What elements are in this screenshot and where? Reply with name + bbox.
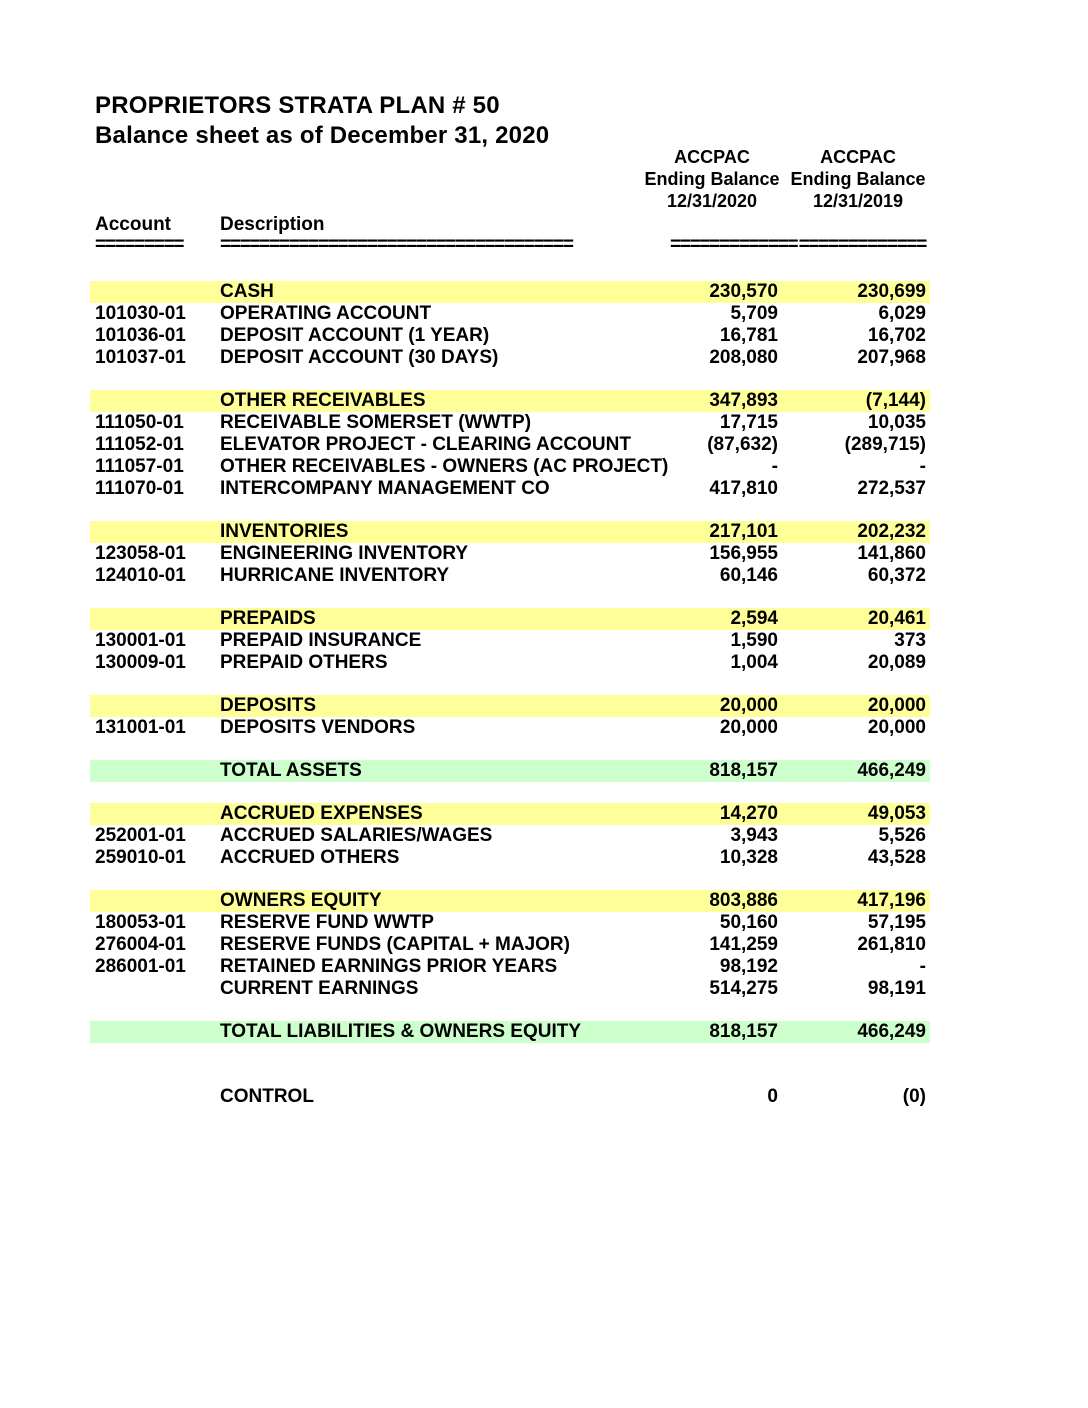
section-account-spacer — [90, 890, 220, 912]
section-account-spacer — [90, 803, 220, 825]
account-description: ELEVATOR PROJECT - CLEARING ACCOUNT — [220, 434, 631, 455]
account-number: 111070-01 — [95, 478, 184, 499]
section-value-2020: 14,270 — [719, 803, 778, 824]
section-account-spacer — [90, 608, 220, 630]
value-2019-separator: ============= — [798, 234, 926, 255]
account-row — [90, 565, 930, 587]
account-number: 101037-01 — [95, 347, 186, 368]
account-value-2019: 20,000 — [867, 717, 926, 738]
account-value-2019: 57,195 — [867, 912, 926, 933]
account-value-2020: 417,810 — [709, 478, 778, 499]
document-subtitle: Balance sheet as of December 31, 2020 — [95, 122, 550, 149]
section-header-row — [90, 281, 930, 303]
account-number: 111052-01 — [95, 434, 184, 455]
section-value-2020: 803,886 — [709, 890, 778, 911]
account-value-2019: - — [919, 456, 926, 477]
account-description: CURRENT EARNINGS — [220, 978, 419, 999]
section-value-2019: 202,232 — [857, 521, 926, 542]
account-row — [90, 652, 930, 674]
account-value-2019: 6,029 — [878, 303, 926, 324]
section-spacer — [90, 869, 930, 890]
account-description: ACCRUED SALARIES/WAGES — [220, 825, 493, 846]
report-body — [90, 281, 930, 1108]
account-description: ENGINEERING INVENTORY — [220, 543, 469, 564]
account-value-2020: 98,192 — [719, 956, 778, 977]
account-description: PREPAID INSURANCE — [220, 630, 422, 651]
section-label: INVENTORIES — [220, 521, 349, 542]
section-value-2020: 818,157 — [709, 1021, 778, 1042]
section-label: ACCRUED EXPENSES — [220, 803, 423, 824]
account-value-2019: 60,372 — [867, 565, 926, 586]
section-spacer — [90, 500, 930, 521]
section-account-spacer — [90, 281, 220, 303]
column-system-label: ACCPAC — [820, 147, 896, 167]
account-number: 259010-01 — [95, 847, 186, 868]
column-caption: Ending Balance — [790, 169, 926, 189]
section-label: DEPOSITS — [220, 695, 317, 716]
account-row — [90, 630, 930, 652]
account-description: ACCRUED OTHERS — [220, 847, 400, 868]
section-value-2019: 466,249 — [857, 760, 926, 781]
document-title: PROPRIETORS STRATA PLAN # 50 — [95, 92, 500, 119]
account-row — [90, 934, 930, 956]
account-value-2019: - — [919, 956, 926, 977]
section-spacer — [90, 739, 930, 760]
account-value-2020: (87,632) — [707, 434, 778, 455]
control-value-2020: 0 — [767, 1086, 778, 1107]
section-account-spacer — [90, 760, 220, 782]
account-row — [90, 456, 930, 478]
account-value-2020: - — [771, 456, 778, 477]
account-description: RECEIVABLE SOMERSET (WWTP) — [220, 412, 532, 433]
account-value-2019: 5,526 — [878, 825, 926, 846]
account-description: DEPOSIT ACCOUNT (30 DAYS) — [220, 347, 499, 368]
account-description: OTHER RECEIVABLES - OWNERS (AC PROJECT) — [220, 456, 669, 477]
section-account-spacer — [90, 521, 220, 543]
account-number: 111050-01 — [95, 412, 184, 433]
account-value-2020: 10,328 — [719, 847, 778, 868]
account-number: 124010-01 — [95, 565, 186, 586]
column-date: 12/31/2019 — [812, 191, 904, 211]
section-spacer — [90, 782, 930, 803]
account-row — [90, 303, 930, 325]
account-value-2020: 17,715 — [719, 412, 778, 433]
account-value-2020: 50,160 — [719, 912, 778, 933]
account-value-2020: 156,955 — [709, 543, 778, 564]
account-value-2019: 43,528 — [867, 847, 926, 868]
control-account-spacer — [90, 1086, 220, 1108]
account-number: 111057-01 — [95, 456, 184, 477]
control-label: CONTROL — [220, 1086, 314, 1107]
control-row — [90, 1086, 930, 1108]
account-value-2020: 141,259 — [709, 934, 778, 955]
account-row — [90, 434, 930, 456]
section-value-2020: 818,157 — [709, 760, 778, 781]
account-row — [90, 956, 930, 978]
account-row — [90, 325, 930, 347]
account-column-label: Account — [95, 214, 171, 235]
account-value-2020: 1,004 — [730, 652, 778, 673]
account-value-2019: 20,089 — [867, 652, 926, 673]
account-number: 123058-01 — [95, 543, 186, 564]
section-value-2020: 2,594 — [730, 608, 778, 629]
section-spacer — [90, 587, 930, 608]
column-caption: Ending Balance — [644, 169, 780, 189]
account-row — [90, 347, 930, 369]
section-value-2019: (7,144) — [865, 390, 926, 411]
account-value-2019: 261,810 — [857, 934, 926, 955]
account-number: 101036-01 — [95, 325, 186, 346]
account-value-2019: (289,715) — [844, 434, 926, 455]
section-account-spacer — [90, 1021, 220, 1043]
account-value-2020: 20,000 — [719, 717, 778, 738]
section-label: OTHER RECEIVABLES — [220, 390, 426, 411]
value-column-header-2020 — [637, 146, 787, 212]
section-header-row — [90, 760, 930, 782]
account-number: 286001-01 — [95, 956, 186, 977]
account-description: RETAINED EARNINGS PRIOR YEARS — [220, 956, 558, 977]
section-spacer — [90, 674, 930, 695]
section-value-2019: 49,053 — [867, 803, 926, 824]
account-description: DEPOSIT ACCOUNT (1 YEAR) — [220, 325, 490, 346]
column-date: 12/31/2020 — [666, 191, 758, 211]
section-value-2020: 230,570 — [709, 281, 778, 302]
account-value-2020: 208,080 — [709, 347, 778, 368]
section-value-2019: 20,461 — [867, 608, 926, 629]
section-header-row — [90, 1021, 930, 1043]
account-number: 180053-01 — [95, 912, 186, 933]
account-row — [90, 825, 930, 847]
account-value-2019: 98,191 — [867, 978, 926, 999]
section-header-row — [90, 695, 930, 717]
account-description: RESERVE FUNDS (CAPITAL + MAJOR) — [220, 934, 570, 955]
account-value-2019: 16,702 — [867, 325, 926, 346]
section-label: PREPAIDS — [220, 608, 316, 629]
account-value-2019: 141,860 — [857, 543, 926, 564]
account-value-2020: 514,275 — [709, 978, 778, 999]
value-column-header-2019 — [783, 146, 933, 212]
section-account-spacer — [90, 390, 220, 412]
value-2019-column-head-spacer — [780, 214, 930, 236]
account-number: 130009-01 — [95, 652, 186, 673]
control-value-2019: (0) — [902, 1086, 926, 1107]
account-value-2020: 16,781 — [719, 325, 778, 346]
account-row — [90, 978, 930, 1000]
section-header-row — [90, 803, 930, 825]
value-2020-separator: ============= — [670, 234, 798, 255]
account-description: OPERATING ACCOUNT — [220, 303, 432, 324]
description-separator: ==================================== — [220, 234, 573, 255]
section-label: OWNERS EQUITY — [220, 890, 382, 911]
section-spacer — [90, 1043, 930, 1064]
account-row — [90, 847, 930, 869]
section-label: TOTAL LIABILITIES & OWNERS EQUITY — [220, 1021, 582, 1042]
account-description: HURRICANE INVENTORY — [220, 565, 450, 586]
account-separator: ========= — [95, 234, 184, 255]
account-value-2019: 272,537 — [857, 478, 926, 499]
section-value-2019: 230,699 — [857, 281, 926, 302]
account-description: INTERCOMPANY MANAGEMENT CO — [220, 478, 550, 499]
account-number: 131001-01 — [95, 717, 186, 738]
value-2020-column-head-spacer — [670, 214, 780, 236]
column-system-label: ACCPAC — [674, 147, 750, 167]
pre-control-spacer — [90, 1064, 930, 1086]
account-row — [90, 412, 930, 434]
section-value-2020: 347,893 — [709, 390, 778, 411]
section-value-2019: 466,249 — [857, 1021, 926, 1042]
section-value-2020: 20,000 — [719, 695, 778, 716]
section-account-spacer — [90, 695, 220, 717]
account-value-2019: 10,035 — [867, 412, 926, 433]
section-spacer — [90, 1000, 930, 1021]
section-header-row — [90, 608, 930, 630]
account-value-2019: 373 — [894, 630, 926, 651]
section-spacer — [90, 369, 930, 390]
section-value-2020: 217,101 — [709, 521, 778, 542]
section-header-row — [90, 521, 930, 543]
section-value-2019: 417,196 — [857, 890, 926, 911]
account-description: RESERVE FUND WWTP — [220, 912, 434, 933]
account-value-2020: 5,709 — [730, 303, 778, 324]
section-value-2019: 20,000 — [867, 695, 926, 716]
account-number: 130001-01 — [95, 630, 186, 651]
column-labels-row — [90, 214, 930, 236]
account-row — [90, 717, 930, 739]
account-number — [90, 978, 220, 1000]
account-row — [90, 543, 930, 565]
section-header-row — [90, 890, 930, 912]
account-value-2020: 1,590 — [730, 630, 778, 651]
account-number: 252001-01 — [95, 825, 186, 846]
account-row — [90, 478, 930, 500]
account-description: PREPAID OTHERS — [220, 652, 388, 673]
description-column-label: Description — [220, 214, 325, 235]
account-row — [90, 912, 930, 934]
section-label: TOTAL ASSETS — [220, 760, 362, 781]
column-separator-row — [90, 234, 930, 256]
account-number: 101030-01 — [95, 303, 186, 324]
section-header-row — [90, 390, 930, 412]
account-value-2020: 3,943 — [730, 825, 778, 846]
account-value-2020: 60,146 — [719, 565, 778, 586]
account-value-2019: 207,968 — [857, 347, 926, 368]
account-number: 276004-01 — [95, 934, 186, 955]
account-description: DEPOSITS VENDORS — [220, 717, 416, 738]
section-label: CASH — [220, 281, 274, 302]
